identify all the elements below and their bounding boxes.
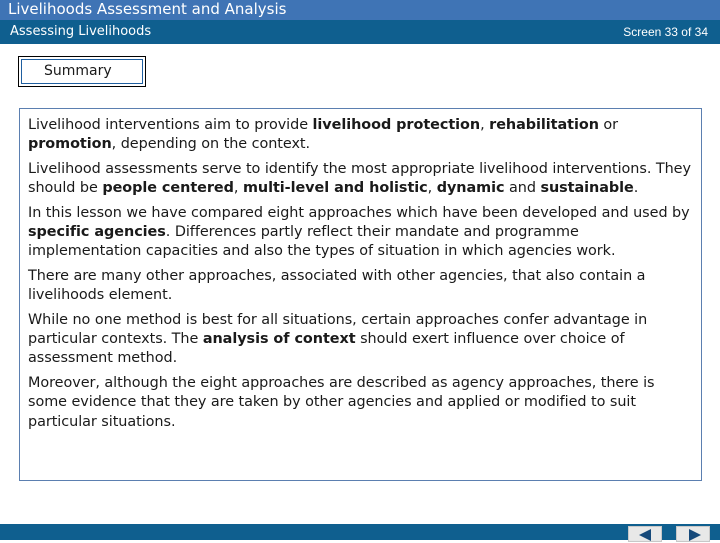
paragraph-other-approaches (28, 267, 693, 306)
text-run: Livelihood assessments serve to identify the most appropriate livelihood interventions. They should be (28, 160, 691, 197)
bold-term: livelihood protection (312, 117, 481, 133)
text-run: In this lesson we have compared eight approaches which have been developed and used by (28, 204, 690, 221)
paragraph-context (28, 311, 693, 369)
paragraph-assessments (28, 160, 693, 199)
bold-term: sustainable (540, 180, 634, 197)
text-run: , depending on the context. (111, 136, 311, 153)
lesson-header-bar (0, 20, 720, 44)
text-run: . (633, 180, 639, 197)
screen-counter: Screen 33 of 34 (623, 25, 708, 39)
text-run: Livelihood interventions aim to provide (28, 117, 313, 133)
bold-term: analysis of context (202, 331, 356, 348)
paragraph-agency-approaches (28, 374, 693, 432)
text-run: There are many other approaches, associated with other agencies, that also contain a livelihoods element. (28, 267, 646, 304)
text-run: , (480, 117, 490, 133)
text-run: or (598, 117, 619, 133)
text-run: and (504, 180, 541, 197)
text-run: , (427, 180, 437, 197)
text-run: . Differences partly reflect their mandate and programme implementation capacities and also the types of situation in which agencies work. (28, 224, 616, 260)
lesson-title: Assessing Livelihoods (10, 24, 152, 39)
summary-heading-box (18, 56, 146, 87)
triangle-right-icon (677, 527, 711, 543)
bold-term: specific agencies (28, 224, 166, 241)
text-run: should exert influence over choice of assessment method. (28, 331, 625, 367)
text-run: Moreover, although the eight approaches are described as agency approaches, there is some evidence that they are taken by other agencies and applied or modified to suit particular situations. (28, 374, 655, 430)
footer-bar (0, 524, 720, 540)
text-run: While no one method is best for all situations, certain approaches confer advantage in particular contexts. The (28, 311, 648, 348)
summary-content-panel (19, 108, 702, 481)
bold-term: dynamic (436, 180, 505, 197)
bold-term: multi-level and holistic (242, 180, 428, 197)
summary-label: Summary (21, 59, 143, 84)
paragraph-approaches (28, 204, 693, 262)
course-title-bar (0, 0, 720, 20)
bold-term: promotion (28, 136, 112, 153)
triangle-left-icon (629, 527, 663, 543)
bold-term: rehabilitation (489, 117, 599, 133)
paragraph-interventions (28, 116, 693, 155)
text-run: , (233, 180, 243, 197)
course-title: Livelihoods Assessment and Analysis (8, 0, 287, 18)
bold-term: people centered (102, 180, 234, 197)
